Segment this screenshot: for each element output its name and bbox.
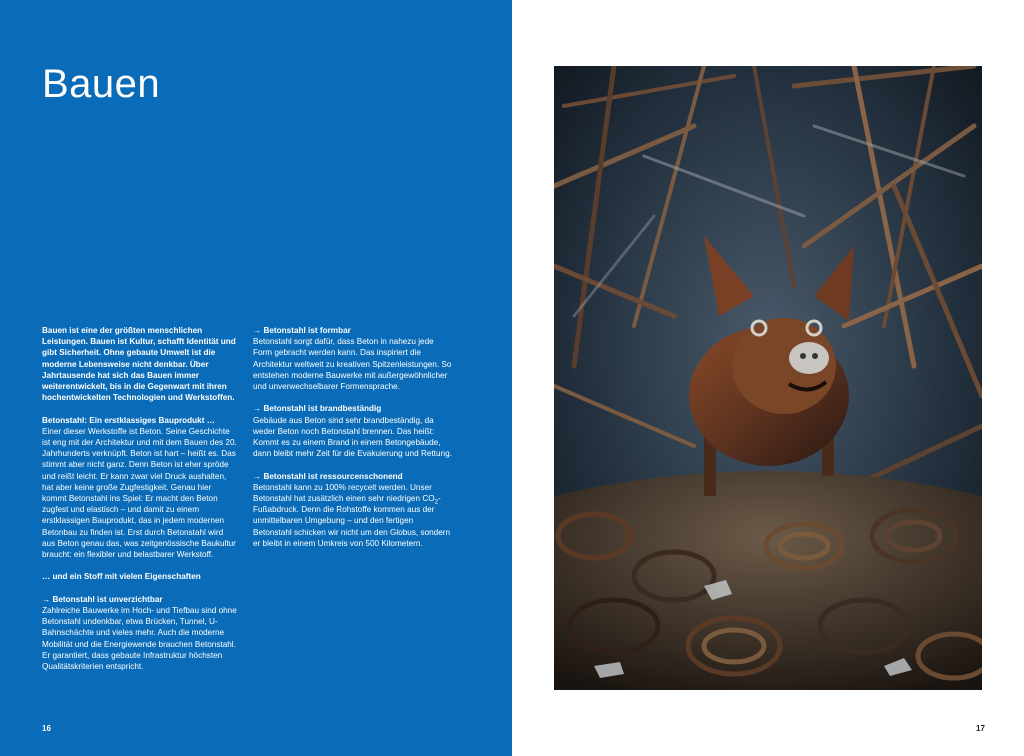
section-body-a: Betonstahl kann zu 100% recycelt werden. Unser Betonstahl hat zusätzlich einen sehr niedrigen CO bbox=[253, 482, 435, 504]
section-heading: Betonstahl: Ein erstklassiges Bauprodukt … bbox=[42, 415, 215, 425]
section-body-b: -Fußabdruck. Denn die Rohstoffe kommen aus der unmittelbaren Umgebung – und den fertigen Betonstahl schicken wir nicht um den Globus, sondern er bleibt in einem Umkreis von 500 Kilometern. bbox=[253, 494, 451, 548]
section-formbar bbox=[253, 325, 453, 392]
section-heading: → Betonstahl ist ressourcenschonend bbox=[253, 471, 403, 481]
section-heading: … und ein Stoff mit vielen Eigenschaften bbox=[42, 572, 201, 582]
scrap-metal-pig-photo bbox=[554, 66, 982, 690]
section-body: Einer dieser Werkstoffe ist Beton. Seine Geschichte ist eng mit der Architektur und mit dem Bauen des 20. Jahrhunderts verknüpft. Beton ist hart – heißt es. Das stimmt aber nicht ganz. Denn Beton ist eher spröde und reißt leicht. Er kann zwar viel Druck aushalten, hat aber keine große Zugfestigkeit. Genau hier kommt Betonstahl ins Spiel: Er macht den Beton zugfest und elastisch – und damit zu einem erstklassigen Bauprodukt, das in jedem modernen Betonbau zu finden ist. Erst durch Betonstahl wird aus Beton genau das, was zeitgenössische Baukultur braucht: ein flexibler und belastbarer Werkstoff. bbox=[42, 426, 237, 560]
section-body: Betonstahl sorgt dafür, dass Beton in nahezu jede Form gebracht werden kann. Das inspiriert die Architektur weltweit zu kreativen Spitzenleistungen. So entstehen moderne Bauwerke mit außergewöhnlicher und unverwechselbarer Formensprache. bbox=[253, 337, 452, 392]
co2-subscript: 2 bbox=[434, 499, 438, 506]
section-heading: → Betonstahl ist formbar bbox=[253, 326, 351, 335]
page-number-right: 17 bbox=[976, 724, 985, 733]
page-number-left: 16 bbox=[42, 724, 51, 733]
text-column-1 bbox=[42, 325, 238, 683]
right-page bbox=[512, 0, 1024, 756]
section-body: Zahlreiche Bauwerke im Hoch- und Tiefbau sind ohne Betonstahl undenkbar, etwa Brücken, Tunnel, U-Bahnschächte und vieles mehr. Auch die moderne Mobilität und die Energiewende brauchen Betonstahl. Er garantiert, dass gebaute Infrastruktur höchsten Qualitätskriterien entspricht. bbox=[42, 606, 237, 672]
section-brandbestaendig bbox=[253, 403, 453, 459]
section-unverzichtbar bbox=[42, 594, 238, 672]
text-column-2 bbox=[253, 325, 453, 560]
section-heading: → Betonstahl ist brandbeständig bbox=[253, 404, 382, 414]
section-betonstahl-bauprodukt bbox=[42, 415, 238, 561]
page-title: Bauen bbox=[42, 62, 161, 106]
intro-paragraph: Bauen ist eine der größten menschlichen Leistungen. Bauen ist Kultur, schafft Identität und gibt Sicherheit. Ohne gebaute Umwelt ist die moderne Lebensweise nicht denkbar. Über Jahrtausende hat sich das Bauen immer weiterentwickelt, bis in die Gegenwart mit ihren hochentwickelten Technologien und Werkstoffen. bbox=[42, 326, 236, 403]
section-eigenschaften bbox=[42, 571, 238, 582]
section-ressourcenschonend bbox=[253, 471, 453, 549]
section-heading: → Betonstahl ist unverzichtbar bbox=[42, 594, 163, 604]
section-body: Gebäude aus Beton sind sehr brandbeständig, da weder Beton noch Betonstahl brennen. Das heißt: Kommt es zu einem Brand in einem Betongebäude, dann bleibt mehr Zeit für die Evakuierung und Rettung. bbox=[253, 415, 452, 459]
